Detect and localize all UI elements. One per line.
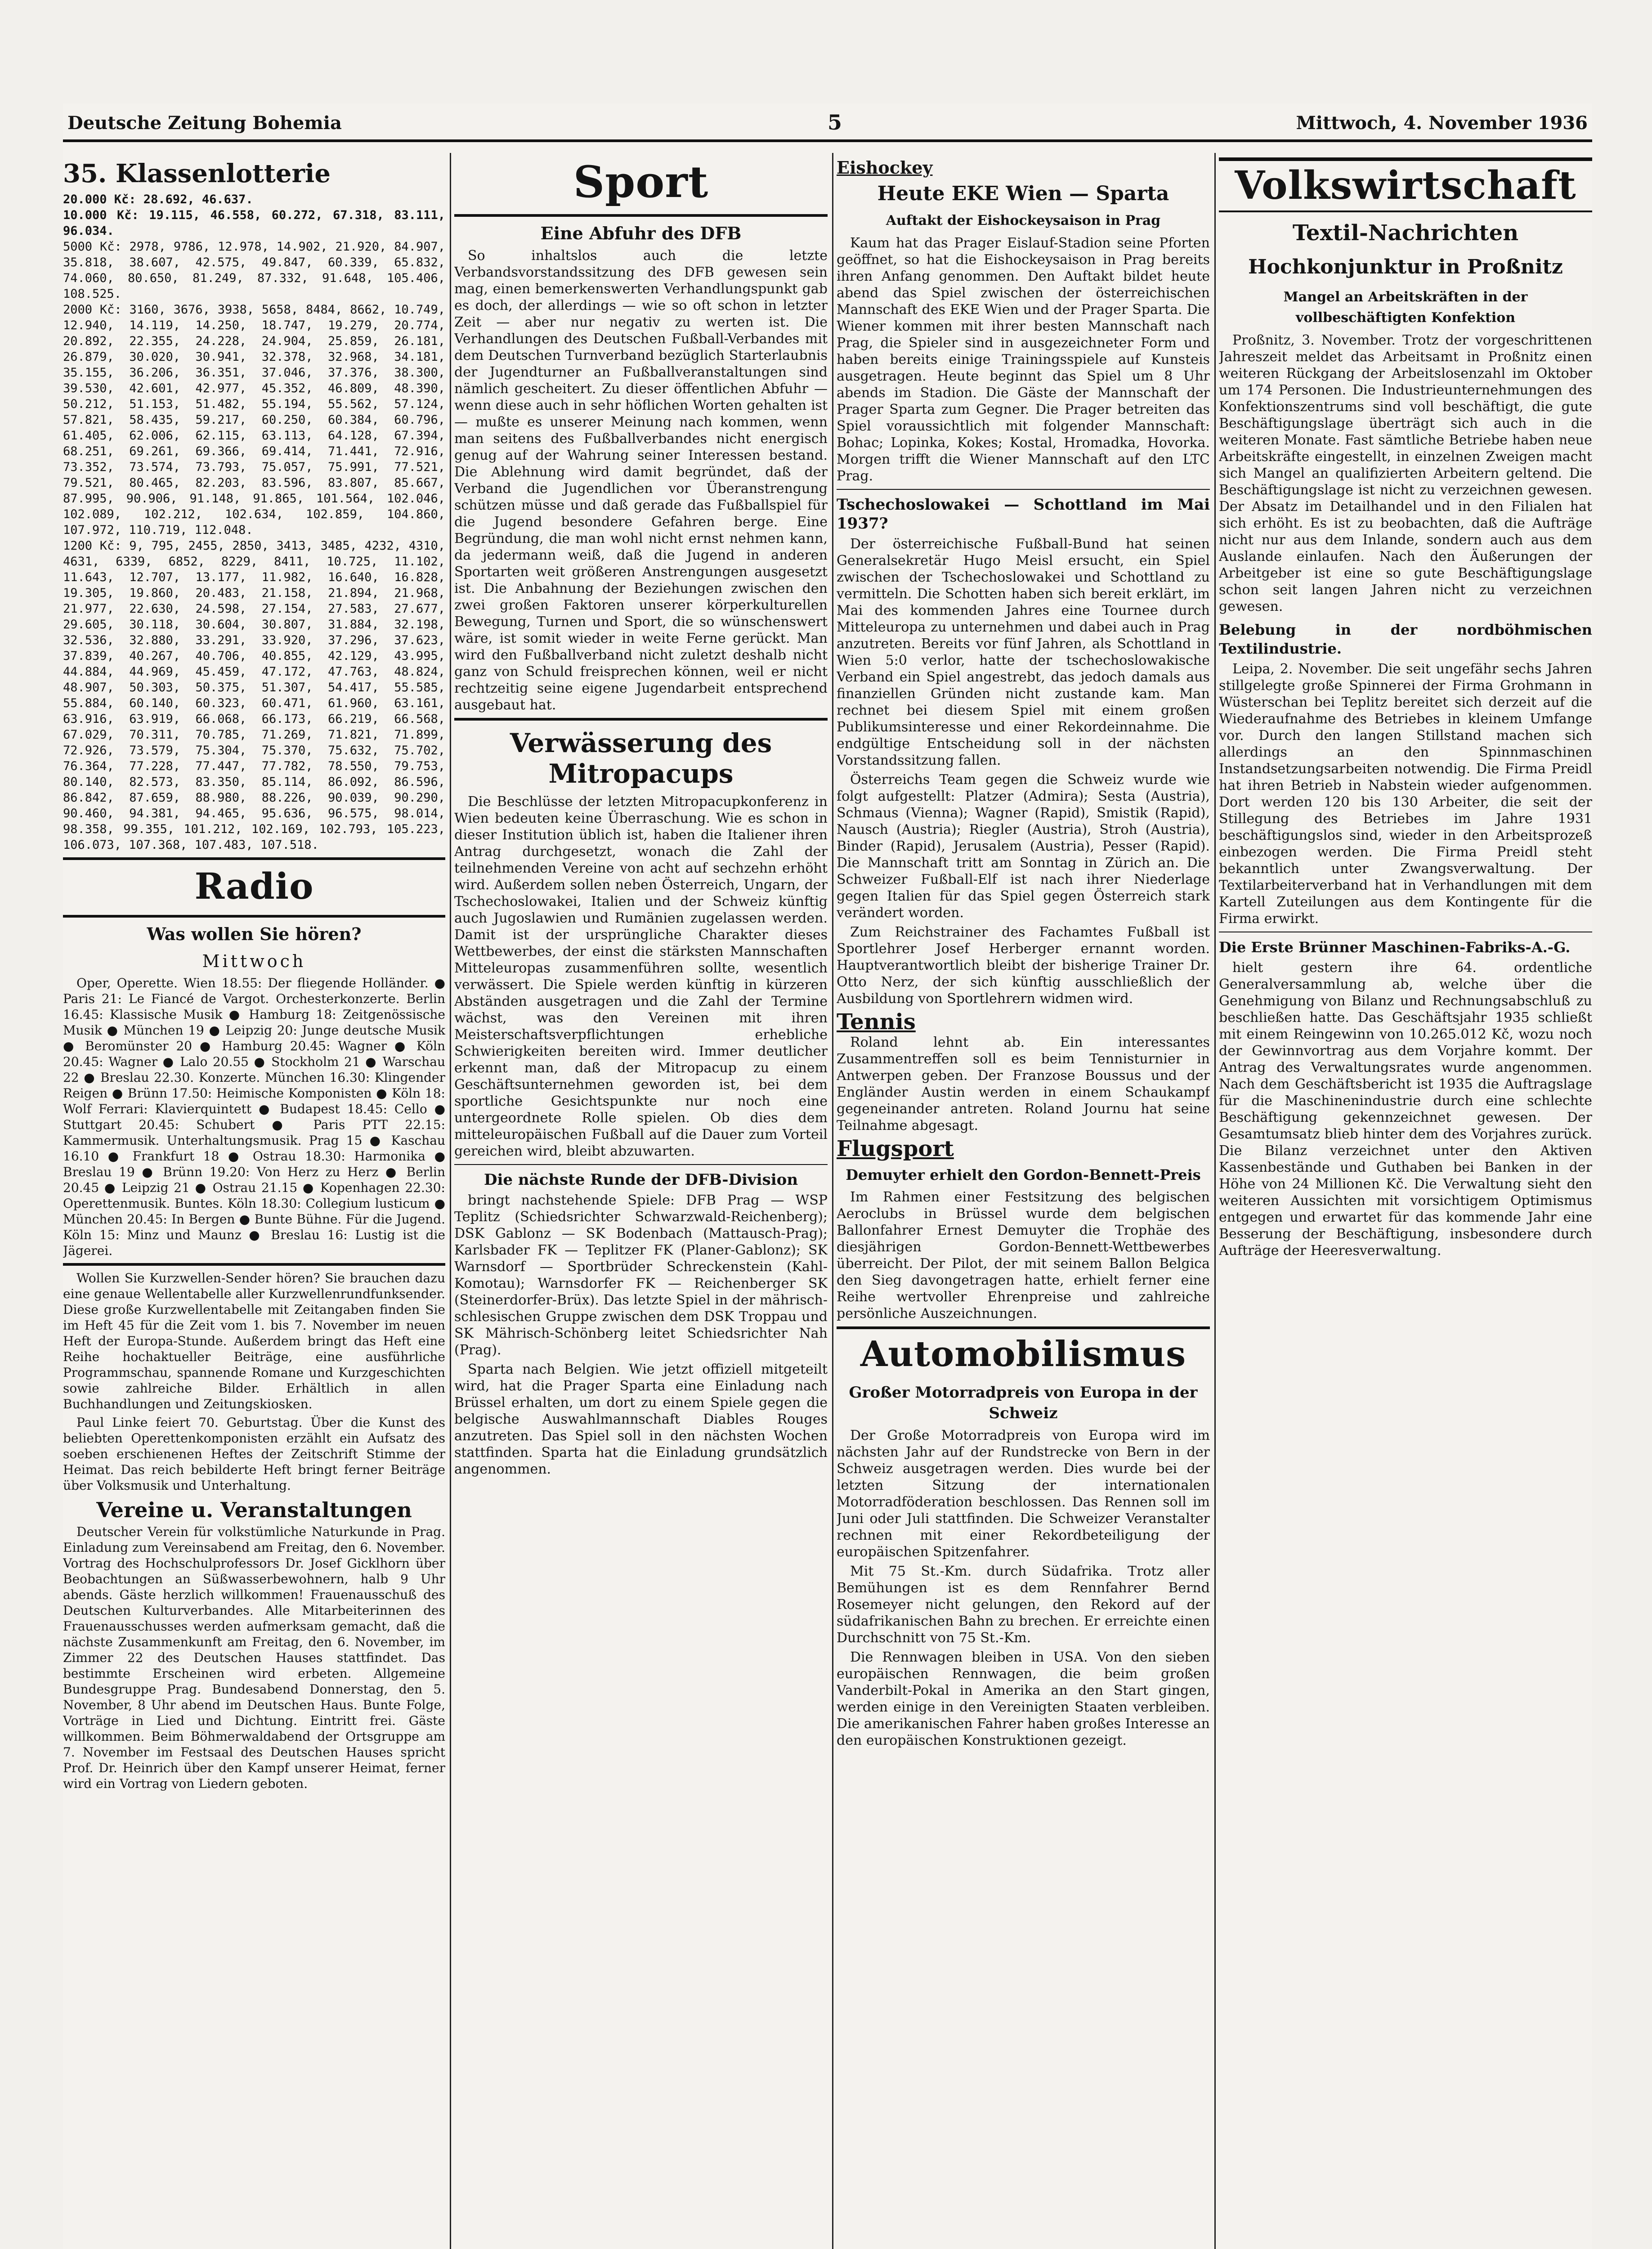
division-headline: Die nächste Runde der DFB-Division: [484, 1171, 798, 1189]
divider: [454, 718, 828, 721]
motorcycle-article: Der Große Motorradpreis von Europa wird im nächsten Jahr auf der Rundstrecke von Bern in der Schweiz ausgetragen werden. Dies wurde bei der letzten Sitzung der internationalen Motorradföderation beschlossen. Das Rennen soll im Juni oder Juli stattfinden. Die Schweizer Veranstalter rechnen mit einer Rekordbeteiligung der europäischen Spitzenfahrer.: [837, 1428, 1210, 1560]
reichstrainer-article: Zum Reichstrainer des Fachamtes Fußball ist Sportlehrer Josef Herberger ernannt worden. Hauptverantwortlich bleibt der bisherige Trainer Dr. Otto Nerz, der sich künftig ausschließlich der Ausbildung von Sportlehrern widmen wird.: [837, 924, 1210, 1007]
division-article: bringt nachstehende Spiele: DFB Prag — WSP Teplitz (Schiedsrichter Schwarzwald-Reichenberg); DSK Gablonz — SK Bodenbach (Mattausch-Prag); Karlsbader FK — Teplitzer FK (Planer-Gablonz); SK Warnsdorf — Sportbrüder Schreckenstein (Kahl-Komotau); Warnsdorfer FK — Reichenberger SK (Steinerdorfer-Brüx). Das letzte Spiel in der mährisch-schlesischen Gruppe zwischen dem DSK Troppau und SK Mährisch-Schönberg leitet Schiedsrichter Nah (Prag).: [454, 1192, 828, 1358]
events-title: Vereine u. Veranstaltungen: [96, 1498, 412, 1522]
icehockey-headline: Heute EKE Wien — Sparta: [877, 182, 1169, 205]
flight-headline: Demuyter erhielt den Gordon-Bennett-Preis: [846, 1166, 1201, 1183]
divider: [454, 214, 828, 217]
column-economy: [1219, 153, 1592, 2249]
bruenn-headline: Die Erste Brünner Maschinen-Fabriks-A.-G.: [1219, 939, 1571, 956]
divider: [454, 1164, 828, 1165]
radio-subtitle: Was wollen Sie hören?: [147, 924, 362, 944]
dfb-headline: Eine Abfuhr des DFB: [540, 223, 742, 243]
automobile-title: Automobilismus: [860, 1334, 1186, 1375]
lottery-prize-10000: 10.000 Kč: 19.115, 46.558, 60.272, 67.318, 83.111, 96.034.: [63, 208, 445, 238]
lottery-prize-5000: 5000 Kč: 2978, 9786, 12.978, 14.902, 21.920, 84.907, 35.818, 38.607, 42.575, 49.847, 60.339, 65.832, 74.060, 80.650, 81.249, 87.332, 91.648, 105.406, 108.525.: [63, 240, 445, 301]
masthead-title: Deutsche Zeitung Bohemia: [67, 112, 342, 134]
radio-program: Oper, Operette. Wien 18.55: Der fliegende Holländer. ● Paris 21: Le Fiancé de Vargot. Orchesterkonzerte. Berlin 16.45: Klassische Musik ● Hamburg 18: Zeitgenössische Musik ● München 19 ● Leipzig 20: Junge deutsche Musik ● Beromünster 20 ● Hamburg 20.45: Wagner ● Köln 20.45: Wagner ● Lalo 20.55 ● Stockholm 21 ● Warschau 22 ● Breslau 22.30. Konzerte. München 16.30: Klingender Reigen ● Brünn 17.50: Heimische Komponisten ● Köln 18: Wolf Ferrari: Klavierquintett ● Budapest 18.45: Cello ● Stuttgart 20.45: Schubert ● Paris PTT 22.15: Kammermusik. Unterhaltungsmusik. Prag 15 ● Kaschau 16.10 ● Frankfurt 18 ● Ostrau 18.30: Harmonika ● Breslau 19 ● Brünn 19.20: Von Herz zu Herz ● Berlin 20.45 ● Leipzig 21 ● Ostrau 21.15 ● Kopenhagen 22.30: Operettenmusik. Buntes. Köln 18.30: Collegium lusticum ● München 20.45: In Bergen ● Bunte Bühne. Für die Jugend. Köln 15: Minz und Maunz ● Breslau 16: Lustig ist die Jägerei.: [63, 976, 445, 1258]
column-sport: [454, 153, 828, 2249]
radio-day: Mittwoch: [202, 951, 306, 971]
page-number: 5: [828, 110, 842, 134]
column-divider: [450, 153, 451, 2249]
austria-team-article: Österreichs Team gegen die Schweiz wurde wie folgt aufgestellt: Platzer (Admira); Sesta (Austria), Schmaus (Vienna); Wagner (Rapid), Smistik (Rapid), Nausch (Austria); Riegler (Austria), Stroh (Austria), Binder (Rapid), Jerusalem (Austria), Pesser (Rapid). Die Mannschaft tritt am Sonntag in Zürich an. Die Schweizer Fußball-Elf ist nach ihrer Niederlage gegen Italien für das Spiel gegen Österreich stark verändert worden.: [837, 772, 1210, 921]
economy-title: Volkswirtschaft: [1219, 157, 1592, 212]
column-lottery-radio: [63, 153, 445, 2249]
flight-title: Flugsport: [837, 1136, 954, 1161]
dfb-article: So inhaltslos auch die letzte Verbandsvorstandssitzung des DFB gewesen sein mag, einen bemerkenswerten Verhandlungspunkt gab es doch, der allerdings — wie so oft schon in letzter Zeit — aber nur negativ zu werten ist. Die Verhandlungen des Deutschen Fußball-Verbandes mit dem Deutschen Turnverband bezüglich Starterlaubnis der Jugendturner an Fußballveranstaltungen sind nämlich gescheitert. Zu dieser öffentlichen Abfuhr — wenn diese auch in sehr höflichen Worten gehalten ist — mußte es unserer Meinung nach kommen, wenn man seitens des Fußballverbandes nicht energisch genug auf der Wahrung seiner Interessen bestand. Die Ablehnung wird damit begründet, daß der Verband die Jugendlichen vor Überanstrengung schützen müsse und daß gerade das Fußballspiel für die Jugend besondere Gefahren berge. Eine Begründung, die man wohl nicht ernst nehmen kann, da jedermann weiß, daß die Jugend in anderen Sportarten weit größeren Anstrengungen ausgesetzt ist. Die Anbahnung der Beziehungen zwischen den zwei großen Faktoren unserer körperkulturellen Bewegung, Turnen und Sport, die so wünschenswert wäre, ist somit wieder in weite Ferne gerückt. Man wird den Fußballverband nicht zuletzt deshalb nicht ganz von Schuld freisprechen können, weil er nicht rechtzeitig seine eigene Jugendarbeit entsprechend ausgebaut hat.: [454, 248, 828, 713]
automobile-headline: Großer Motorradpreis von Europa in der Schweiz: [849, 1384, 1198, 1422]
usa-article: Die Rennwagen bleiben in USA. Von den sieben europäischen Rennwagen, die beim großen Vanderbilt-Pokal in Amerika an den Start gingen, werden einige in den Vereinigten Staaten verbleiben. Die amerikanischen Fahrer haben großes Interesse an den europäischen Konstruktionen gezeigt.: [837, 1649, 1210, 1748]
scotland-article: Der österreichische Fußball-Bund hat seinen Generalsekretär Hugo Meisl ersucht, ein Spiel zwischen der Tschechoslowakei und Schottland zu vermitteln. Die Schotten haben sich bereit erklärt, im Mai des kommenden Jahres eine Tournee durch Mitteleuropa zu unternehmen und dabei auch in Prag anzutreten. Bereits vor fünf Jahren, als Schottland in Wien 5:0 verlor, hatte der tschechoslowakische Verband ein Spiel angestrebt, das jedoch damals aus finanziellen Gründen nicht zustande kam. Man rechnet bei diesem Spiel mit einem großen Publikumsinteresse und einer Rekordeinnahme. Die endgültige Entscheidung soll in der nächsten Vorstandssitzung fallen.: [837, 536, 1210, 768]
lottery-prize-2000: 2000 Kč: 3160, 3676, 3938, 5658, 8484, 8662, 10.749, 12.940, 14.119, 14.250, 18.747, 19.279, 20.774, 20.892, 22.355, 24.228, 24.904, 25.859, 26.181, 26.879, 30.020, 30.941, 32.378, 32.968, 34.181, 35.155, 36.206, 36.351, 37.046, 37.376, 38.300, 39.530, 42.601, 42.977, 45.352, 46.809, 48.390, 50.212, 51.153, 51.482, 55.194, 55.562, 57.124, 57.821, 58.435, 59.217, 60.250, 60.384, 60.796, 61.405, 62.006, 62.115, 63.113, 64.128, 67.394, 68.251, 69.261, 69.366, 69.414, 71.441, 72.916, 73.352, 73.574, 73.793, 75.057, 75.991, 77.521, 79.521, 80.465, 82.203, 83.596, 83.807, 85.667, 87.995, 90.906, 91.148, 91.865, 101.564, 102.046, 102.089, 102.212, 102.634, 102.859, 104.860, 107.972, 110.719, 112.048.: [63, 303, 445, 537]
icehockey-subheadline: Auftakt der Eishockeysaison in Prag: [886, 213, 1161, 228]
radio-title: Radio: [194, 865, 314, 907]
north-bohemia-headline: Belebung in der nordböhmischen Textilindustrie.: [1219, 621, 1592, 657]
column-divider: [1214, 153, 1216, 2249]
lottery-title: 35. Klassenlotterie: [63, 159, 331, 188]
divider: [837, 1326, 1210, 1329]
mitropacup-article: Die Beschlüsse der letzten Mitropacupkonferenz in Wien bedeuten keine Überraschung. Wie es schon in dieser Institution üblich ist, haben die Italiener ihren Antrag durchgesetzt, wonach die Zahl der teilnehmenden Vereine von acht auf sechzehn erhöht wird. Außerdem sollen neben Österreich, Ungarn, der Tschechoslowakei, Italien und der Schweiz künftig auch Jugoslawien und Rumänien zugelassen werden. Damit ist der ursprüngliche Charakter dieses Wettbewerbes, der einst die stärksten Mannschaften Mitteleuropas zusammenführen sollte, wesentlich verwässert. Die Spiele werden künftig in kürzeren Abständen ausgetragen und die Zahl der Termine wächst, was den Vereinen mit ihren Meisterschaftsverpflichtungen erhebliche Schwierigkeiten bereiten wird. Immer deutlicher erkennt man, daß der Mitropacup zu einem Geschäftsunternehmen geworden ist, bei dem sportliche Gesichtspunkte nur noch eine untergeordnete Rolle spielen. Ob dies dem mitteleuropäischen Fußball auf die Dauer zum Vorteil gereichen wird, bleibt abzuwarten.: [454, 794, 828, 1159]
divider: [63, 1263, 445, 1266]
masthead-date: Mittwoch, 4. November 1936: [1296, 112, 1588, 134]
southafrica-article: Mit 75 St.-Km. durch Südafrika. Trotz aller Bemühungen ist es dem Rennfahrer Bernd Rosemeyer nicht gelungen, den Rekord auf der südafrikanischen Bahn zu brechen. Er erreichte einen Durchschnitt von 75 St.-Km.: [837, 1564, 1210, 1646]
prossnitz-headline: Hochkonjunktur in Proßnitz: [1248, 255, 1563, 278]
column-divider: [832, 153, 833, 2249]
bruenn-article: hielt gestern ihre 64. ordentliche Generalversammlung ab, welche über die Genehmigung von Bilanz und Rechnungsabschluß zu beschließen hatte. Das Geschäftsjahr 1935 schließt mit einem Reingewinn von 10.265.012 Kč, wozu noch der Gewinnvortrag aus dem Vorjahre kommt. Der Antrag des Verwaltungsrates wurde angenommen. Nach dem Geschäftsbericht ist 1935 die Auftragslage für die Maschinenindustrie durch eine schlechte Beschäftigung gekennzeichnet gewesen. Der Gesamtumsatz blieb hinter dem des Vorjahres zurück. Die Bilanz verzeichnet unter den Aktiven Kassenbestände und Guthaben bei Banken in der Höhe von 24 Millionen Kč. Die Verwaltung sieht den weiteren Aussichten mit vorsichtigem Optimismus entgegen und erwartet für das kommende Jahr eine Besserung der Beschäftigung, insbesondere durch Aufträge der Heeresverwaltung.: [1219, 960, 1592, 1259]
newspaper-page: [63, 103, 1592, 2249]
divider: [837, 489, 1210, 490]
tennis-title: Tennis: [837, 1009, 916, 1035]
icehockey-article: Kaum hat das Prager Eislauf-Stadion seine Pforten geöffnet, so hat die Eishockeysaison in Prag bereits ihren Anfang genommen. Den Auftakt bildet heute abend das Spiel zwischen der österreichischen Mannschaft des EKE Wien und der Prager Sparta. Die Wiener kommen mit ihrer besten Mannschaft nach Prag, die Spieler sind in ausgezeichneter Form und haben bereits einige Trainingsspiele auf Kunsteis ausgetragen. Heute beginnt das Spiel um 8 Uhr abends im Stadion. Die Gäste der Mannschaft der Prager Sparta zum Gegner. Die Prager betreiten das Spiel voraussichtlich mit folgender Mannschaft: Bohac; Lopinka, Kokes; Kostal, Hromadka, Hovorka. Morgen trifft die Wiener Mannschaft auf den LTC Prag.: [837, 235, 1210, 484]
textile-headline: Textil-Nachrichten: [1292, 220, 1519, 246]
lottery-prize-1200: 1200 Kč: 9, 795, 2455, 2850, 3413, 3485, 4232, 4310, 4631, 6339, 6852, 8229, 8411, 10.725, 11.102, 11.643, 12.707, 13.177, 11.982, 16.640, 16.828, 19.305, 19.860, 20.483, 21.158, 21.894, 21.968, 21.977, 22.630, 24.598, 27.154, 27.583, 27.677, 29.605, 30.118, 30.604, 30.807, 31.884, 32.198, 32.536, 32.880, 33.291, 33.920, 37.296, 37.623, 37.839, 40.267, 40.706, 40.855, 42.129, 43.995, 44.884, 44.969, 45.459, 47.172, 47.763, 48.824, 48.907, 50.303, 50.375, 51.307, 54.417, 55.585, 55.884, 60.140, 60.323, 60.471, 61.960, 63.161, 63.916, 63.919, 66.068, 66.173, 66.219, 66.568, 67.029, 70.311, 70.785, 71.269, 71.821, 71.899, 72.926, 73.579, 75.304, 75.370, 75.632, 75.702, 76.364, 77.228, 77.447, 77.782, 78.550, 79.753, 80.140, 82.573, 83.350, 85.114, 86.092, 86.596, 86.842, 87.659, 88.980, 88.226, 90.039, 90.290, 90.460, 94.381, 94.465, 95.636, 96.575, 98.014, 98.358, 99.355, 101.212, 102.169, 102.793, 105.223, 106.073, 107.368, 107.483, 107.518.: [63, 539, 445, 852]
north-bohemia-article: Leipa, 2. November. Die seit ungefähr sechs Jahren stillgelegte große Spinnerei der Firma Grohmann in Wüsterschan bei Teplitz bereitet sich derzeit auf die Wiederaufnahme des Betriebes in kleinem Umfange vor. Durch den langen Stillstand machen sich allerdings an den Spinnmaschinen Instandsetzungsarbeiten notwendig. Die Firma Preidl hat ihren Betrieb in Nabstein wieder aufgenommen. Dort werden 120 bis 130 Arbeiter, die seit der Stillegung des Betriebes im Jahre 1931 beschäftigungslos sind, wieder in den Arbeitsprozeß einbezogen werden. Die Firma Preidl steht bekanntlich unter Zwangsverwaltung. Der Textilarbeiterverband hat in Verhandlungen mit dem Kartell Zuteilungen aus dem Kontingente für die Firma erwirkt.: [1219, 661, 1592, 927]
tennis-article: Roland lehnt ab. Ein interessantes Zusammentreffen soll es beim Tennisturnier in Antwerpen geben. Der Franzose Boussus und der Engländer Austin werden in einem Schaukampf gegeneinander antreten. Roland Journu hat seine Teilnahme abgesagt.: [837, 1035, 1210, 1133]
column-icehockey: [837, 153, 1210, 2249]
linke-article: Paul Linke feiert 70. Geburtstag. Über die Kunst des beliebten Operettenkomponisten erzählt ein Aufsatz des soeben erschienenen Heftes der Zeitschrift Stimme der Heimat. Das reich bebilderte Heft bringt ferner Beiträge über Volksmusik und Unterhaltung.: [63, 1415, 445, 1493]
sparta-belgium-article: Sparta nach Belgien. Wie jetzt offiziell mitgeteilt wird, hat die Prager Sparta eine Einladung nach Brüssel erhalten, um dort zu einem Spiele gegen die belgische Auswahlmannschaft Diables Rouges anzutreten. Das Spiel soll in den nächsten Wochen stattfinden. Sparta hat die Einladung grundsätzlich angenommen.: [454, 1362, 828, 1477]
mitropacup-headline: Verwässerung des Mitropacups: [510, 728, 772, 789]
lottery-prize-20000: 20.000 Kč: 28.692, 46.637.: [63, 193, 253, 206]
prossnitz-subheadline: Mangel an Arbeitskräften in der vollbeschäftigten Konfektion: [1283, 289, 1528, 326]
scotland-headline: Tschechoslowakei — Schottland im Mai 1937?: [837, 496, 1210, 533]
prossnitz-article: Proßnitz, 3. November. Trotz der vorgeschrittenen Jahreszeit meldet das Arbeitsamt in Proßnitz einen weiteren Rückgang der Arbeitslosenzahl im Oktober um 174 Personen. Die Industrieunternehmungen des Konfektionszentrums sind voll beschäftigt, die gute Beschäftigungslage überträgt sich auch in die weiteren Monate. Fast sämtliche Betriebe haben neue Arbeitskräfte eingestellt, in einzelnen Zweigen macht sich Mangel an qualifizierten Arbeitern geltend. Die Beschäftigungslage ist nicht zu verzeichnen gewesen. Der Absatz im Detailhandel und in den Filialen hat sich erhöht. Es ist zu beobachten, daß die Aufträge nicht nur aus dem Inlande, sondern auch aus dem Auslande einlaufen. Nach den Äußerungen der Arbeitgeber ist eine so gute Beschäftigungslage schon seit langen Jahren nicht zu verzeichnen gewesen.: [1219, 332, 1592, 614]
masthead: [63, 103, 1592, 142]
shortwave-article: Wollen Sie Kurzwellen-Sender hören? Sie brauchen dazu eine genaue Wellentabelle aller Kurzwellenrundfunksender. Diese große Kurzwellentabelle mit Zeitangaben finden Sie im Heft 45 für die Zeit vom 1. bis 7. November im neuen Heft der Europa-Stunde. Außerdem bringt das Heft eine Reihe hochaktueller Beiträge, eine ausführliche Programmschau, spannende Romane und Kurzgeschichten sowie zahlreiche Bilder. Erhältlich in allen Buchhandlungen und Zeitungskiosken.: [63, 1271, 445, 1411]
icehockey-title: Eishockey: [837, 157, 933, 178]
flight-article: Im Rahmen einer Festsitzung des belgischen Aeroclubs in Brüssel wurde dem belgischen Ballonfahrer Ernest Demuyter die Trophäe des diesjährigen Gordon-Bennett-Wettbewerbes überreicht. Der Pilot, der mit seinem Ballon Belgica den Sieg davongetragen hatte, erhielt ferner eine Reihe wertvoller Ehrenpreise und zahlreiche persönliche Auszeichnungen.: [837, 1189, 1210, 1322]
events-text: Deutscher Verein für volkstümliche Naturkunde in Prag. Einladung zum Vereinsabend am Freitag, den 6. November. Vortrag des Hochschulprofessors Dr. Josef Gicklhorn über Beobachtungen an Süßwasserbewohnern, halb 9 Uhr abends. Gäste herzlich willkommen! Frauenausschuß des Deutschen Kulturverbandes. Alle Mitarbeiterinnen des Frauenausschusses werden aufmerksam gemacht, daß die nächste Zusammenkunft am Freitag, den 6. November, im Zimmer 22 des Deutschen Hauses stattfindet. Das bestimmte Erscheinen wird erbeten. Allgemeine Bundesgruppe Prag. Bundesabend Donnerstag, den 5. November, 8 Uhr abend im Deutschen Haus. Bunte Folge, Vorträge in Lied und Dichtung. Eintritt frei. Gäste willkommen. Beim Böhmerwaldabend der Ortsgruppe am 7. November im Festsaal des Deutschen Hauses spricht Prof. Dr. Heinrich über den Kampf unserer Heimat, ferner wird ein Vortrag von Liedern geboten.: [63, 1524, 445, 1791]
sport-title: Sport: [573, 157, 709, 207]
divider: [63, 915, 445, 918]
divider: [63, 857, 445, 860]
